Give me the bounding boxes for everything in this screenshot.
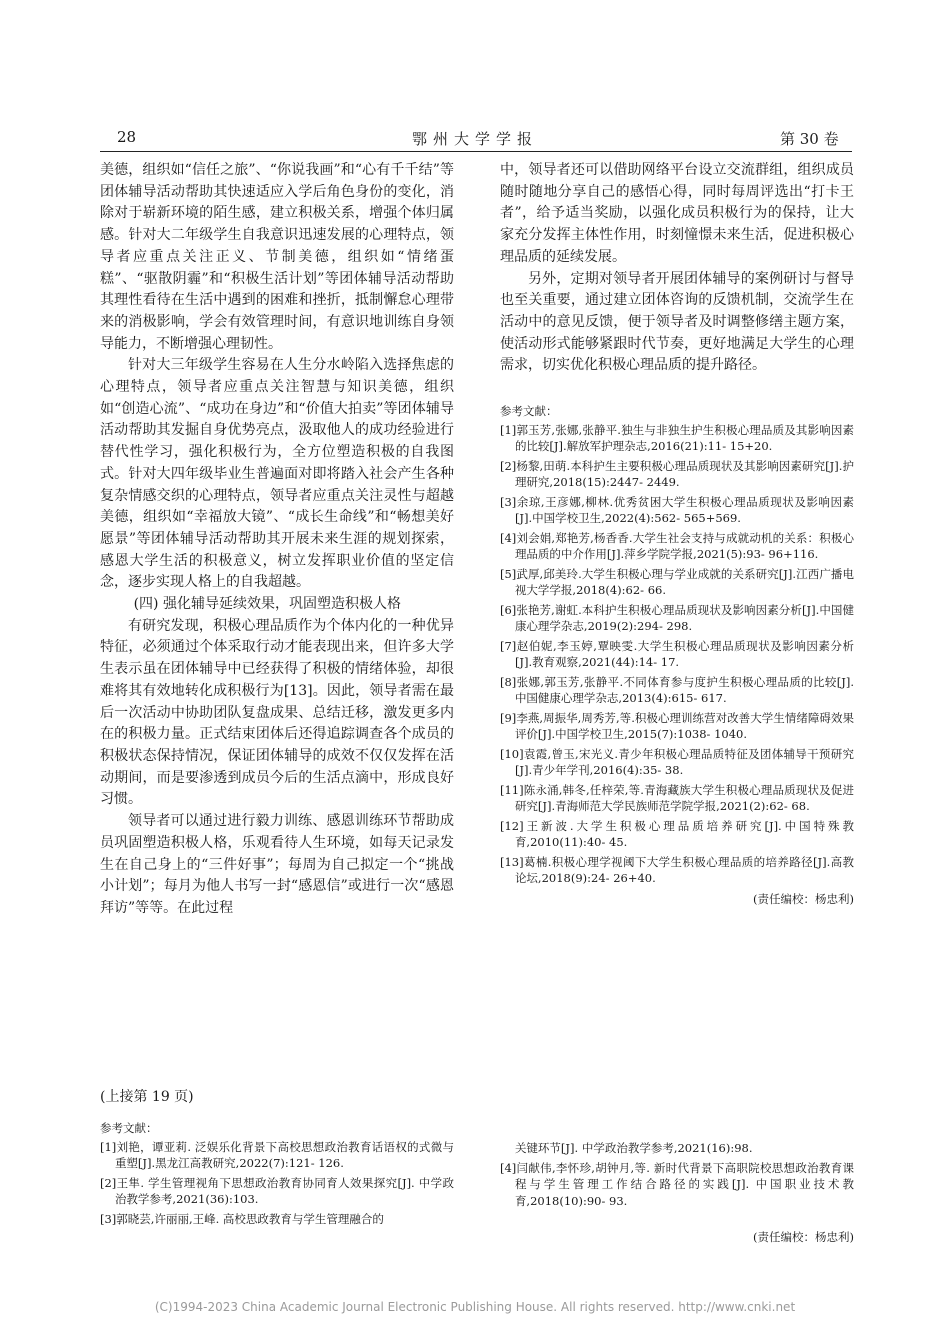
- reference-list: [500, 403, 854, 919]
- right-column: [500, 160, 854, 377]
- reference-item: [1]刘艳，谭亚莉. 泛娱乐化背景下高校思想政治教育话语权的式微与重塑[J].黑龙江高教研究,2022(7):121- 126.: [100, 1139, 454, 1170]
- section-heading: (四) 强化辅导延续效果，巩固塑造积极人格: [133, 596, 401, 613]
- reference-item: [8]张娜,郭玉芳,张静平.不同体育参与度护生积极心理品质的比较[J].中国健康心理学杂志,2013(4):615- 617.: [500, 674, 854, 705]
- reference-item: [12]王新波.大学生积极心理品质培养研究[J].中国特殊教育,2010(11):40- 45.: [500, 818, 854, 849]
- journal-title: 鄂州大学学报: [411, 130, 538, 148]
- copyright-footer: (C)1994-2023 China Academic Journal Electronic Publishing House. All rights reserved. http://www.cnki.net: [154, 1300, 796, 1314]
- editor-credit: (责任编校：杨忠利): [753, 1230, 854, 1244]
- reference-item: [5]武厚,邱美玲.大学生积极心理与学业成就的关系研究[J].江西广播电视大学学报,2018(4):62- 66.: [500, 566, 854, 597]
- reference-item: [1]郭玉芳,张娜,张静平.独生与非独生护生积极心理品质及其影响因素的比较[J].解放军护理杂志,2016(21):11- 15+20.: [500, 422, 854, 453]
- references-heading: 参考文献：: [500, 404, 558, 418]
- body-paragraph: 中，领导者还可以借助网络平台设立交流群组，组织成员随时随地分享自己的感悟心得，同时每周评选出“打卡王者”，给予适当奖励，以强化成员积极行为的保持，让大家充分发挥主体性作用，时刻憧憬未来生活，促进积极心理品质的延续发展。: [500, 162, 854, 265]
- page-number: 28: [117, 128, 137, 146]
- reference-item: [2]杨黎,田萌.本科护生主要积极心理品质现状及其影响因素研究[J].护理研究,2018(15):2447- 2449.: [500, 458, 854, 489]
- references-heading: 参考文献：: [100, 1121, 158, 1135]
- editor-credit: (责任编校：杨忠利): [753, 891, 854, 906]
- reference-item: [6]张艳芳,谢虹.本科护生积极心理品质现状及影响因素分析[J].中国健康心理学杂志,2019(2):294- 298.: [500, 602, 854, 633]
- reference-item: 关键环节[J]. 中学政治教学参考,2021(16):98.: [514, 1141, 753, 1155]
- reference-item: [3]余琼,王彦娜,柳林.优秀贫困大学生积极心理品质现状及影响因素[J].中国学校卫生,2022(4):562- 565+569.: [500, 494, 854, 525]
- continuation-refs-left: [100, 1120, 454, 1230]
- header-rule: [100, 151, 852, 152]
- reference-item: [13]葛楠.积极心理学视阈下大学生积极心理品质的培养路径[J].高教论坛,2018(9):24- 26+40.: [500, 854, 854, 885]
- continuation-label: (上接第 19 页): [100, 1089, 194, 1105]
- volume-label: 第 30 卷: [780, 130, 839, 148]
- body-paragraph: 有研究发现，积极心理品质作为个体内化的一种优异特征，必须通过个体采取行动才能表现出来，但许多大学生表示虽在团体辅导中已经获得了积极的情绪体验，却很难将其有效地转化成积极行为[13]。因此，领导者需在最后一次活动中协助团队复盘成果、总结迁移，激发更多内在的积极力量。正式结束团体后还得追踪调查各个成员的积极状态保持情况，保证团体辅导的成效不仅仅发挥在活动期间，而是要渗透到成员今后的生活点滴中，形成良好习惯。: [100, 617, 454, 808]
- body-paragraph: 领导者可以通过进行毅力训练、感恩训练环节帮助成员巩固塑造积极人格，乐观看待人生环境，如每天记录发生在自己身上的“三件好事”；每周为自己拟定一个“挑战小计划”；每月为他人书写一封“感恩信”或进行一次“感恩拜访”等等。在此过程: [100, 813, 454, 916]
- body-paragraph: 美德，组织如“信任之旅”、“你说我画”和“心有千千结”等团体辅导活动帮助其快速适应入学后角色身份的变化，消除对于崭新环境的陌生感，建立积极关系，增强个体归属感。针对大二年级学生自我意识迅速发展的心理特点，领导者应重点关注正义、节制美德，组织如“情绪蛋糕”、“驱散阴霾”和“积极生活计划”等团体辅导活动帮助其理性看待在生活中遇到的困难和挫折，抵制懈怠心理带来的消极影响，学会有效管理时间，有意识地训练自身领导能力，不断增强心理韧性。: [100, 162, 454, 352]
- reference-item: [3]郭晓芸,许丽丽,王峰. 高校思政教育与学生管理融合的: [100, 1211, 384, 1226]
- reference-item: [11]陈永涌,韩冬,任梓荣,等.青海藏族大学生积极心理品质现状及促进研究[J].青海师范大学民族师范学院学报,2021(2):62- 68.: [500, 782, 854, 813]
- reference-item: [7]赵伯妮,李玉婷,覃映雯.大学生积极心理品质现状及影响因素分析[J].教育观察,2021(44):14- 17.: [500, 638, 854, 669]
- reference-item: [4]闫献伟,李怀珍,胡钟月,等. 新时代背景下高职院校思想政治教育课程与学生管理工作结合路径的实践[J]. 中国职业技术教育,2018(10):90- 93.: [500, 1160, 854, 1208]
- reference-item: [2]王隼. 学生管理视角下思想政治教育协同育人效果探究[J]. 中学政治教学参考,2021(36):103.: [100, 1175, 454, 1206]
- continuation-refs-right: [500, 1140, 854, 1257]
- body-paragraph: 针对大三年级学生容易在人生分水岭陷入选择焦虑的心理特点，领导者应重点关注智慧与知识美德，组织如“创造心流”、“成功在身边”和“价值大拍卖”等团体辅导活动帮助其发掘自身优势亮点，汲取他人的成功经验进行替代性学习，强化积极行为，全方位塑造积极的自我图式。针对大四年级毕业生普遍面对即将踏入社会产生各种复杂情感交织的心理特点，领导者应重点关注灵性与超越美德，组织如“幸福放大镜”、“成长生命线”和“畅想美好愿景”等团体辅导活动帮助其开展未来生涯的规划探索，感恩大学生活的积极意义，树立发挥职业价值的坚定信念，逐步实现人格上的自我超越。: [100, 357, 454, 591]
- reference-item: [4]刘会娟,郑艳芳,杨香香.大学生社会支持与成就动机的关系：积极心理品质的中介作用[J].萍乡学院学报,2021(5):93- 96+116.: [500, 530, 854, 561]
- left-column: [100, 160, 454, 920]
- body-paragraph: 另外，定期对领导者开展团体辅导的案例研讨与督导也至关重要，通过建立团体咨询的反馈机制，交流学生在活动中的意见反馈，便于领导者及时调整修缮主题方案，使活动形式能够紧跟时代节奏，更好地满足大学生的心理需求，切实优化积极心理品质的提升路径。: [500, 270, 854, 374]
- reference-item: [9]李燕,周振华,周秀芳,等.积极心理训练营对改善大学生情绪障碍效果评价[J].中国学校卫生,2015(7):1038- 1040.: [500, 710, 854, 741]
- reference-item: [10]袁霞,曾玉,宋光义.青少年积极心理品质特征及团体辅导干预研究[J].青少年学刊,2016(4):35- 38.: [500, 746, 854, 777]
